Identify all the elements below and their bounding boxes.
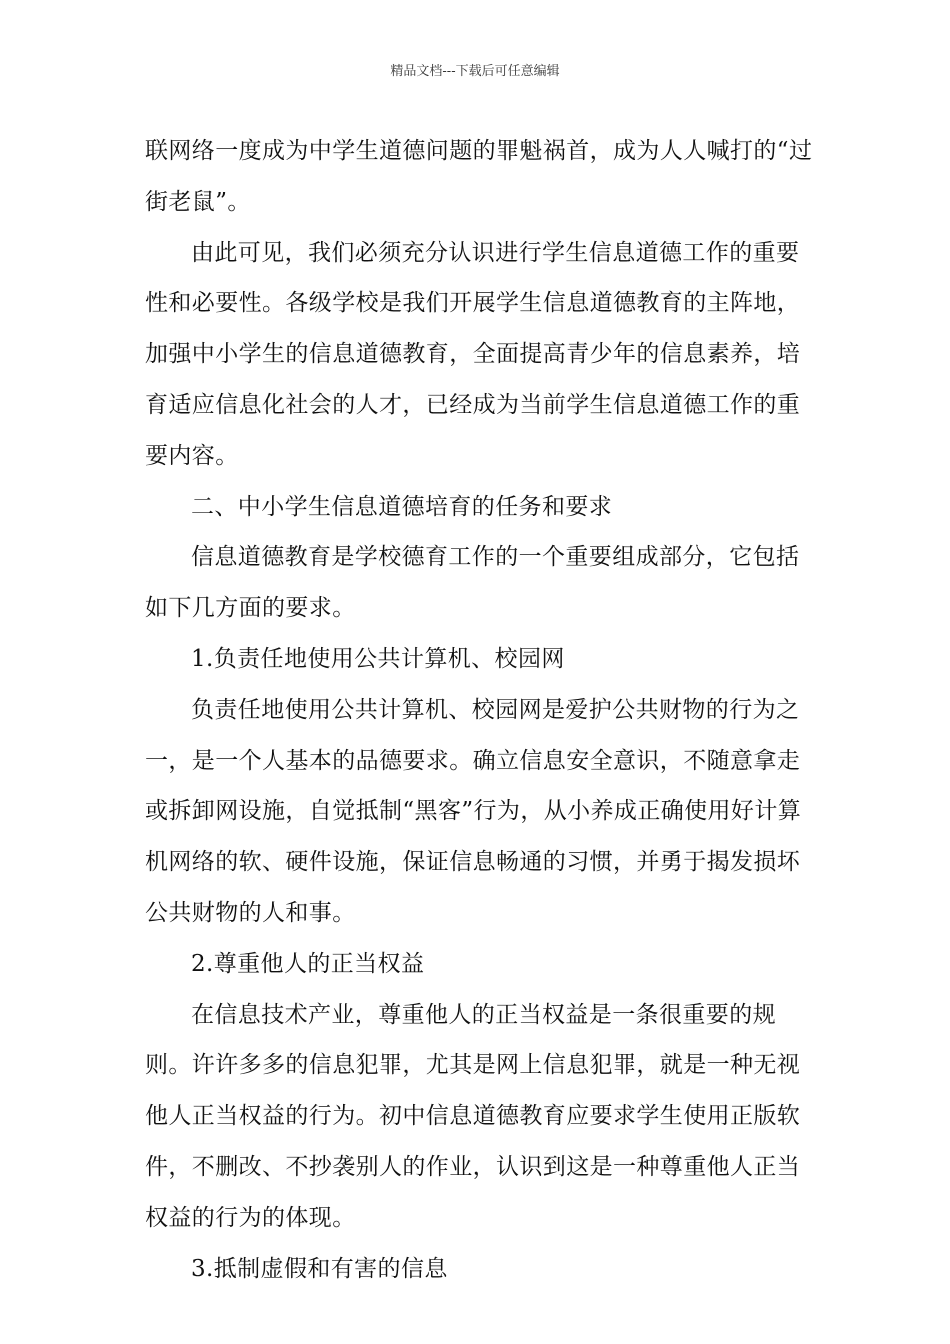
page-header: 精品文档---下载后可任意编辑 [390,64,560,79]
paragraph: 在信息技术产业，尊重他人的正当权益是一条很重要的规则。许许多多的信息犯罪，尤其是网上信息犯罪，就是一种无视他人正当权益的行为。初中信息道德教育应要求学生使用正版软件，不删改、不抄袭别人的作业，认识到这是一种尊重他人正当权益的行为的体现。 [145,1001,801,1231]
subsection-heading: 1.负责任地使用公共计算机、校园网 [191,645,565,672]
paragraph: 由此可见，我们必须充分认识进行学生信息道德工作的重要性和必要性。各级学校是我们开展学生信息道德教育的主阵地，加强中小学生的信息道德教育，全面提高青少年的信息素养，培育适应信息化社会的人才，已经成为当前学生信息道德工作的重要内容。 [145,239,801,469]
document-body [145,126,815,1294]
subsection-heading: 3.抵制虚假和有害的信息 [191,1255,448,1282]
subsection-heading: 2.尊重他人的正当权益 [191,950,425,977]
paragraph: 信息道德教育是学校德育工作的一个重要组成部分，它包括如下几方面的要求。 [145,544,800,622]
section-heading: 二、中小学生信息道德培育的任务和要求 [191,493,613,520]
paragraph: 负责任地使用公共计算机、校园网是爱护公共财物的行为之一，是一个人基本的品德要求。确立信息安全意识，不随意拿走或拆卸网设施，自觉抵制“黑客”行为，从小养成正确使用好计算机网络的软、硬件设施，保证信息畅通的习惯，并勇于揭发损坏公共财物的人和事。 [145,696,802,926]
paragraph-continuation: 联网络一度成为中学生道德问题的罪魁祸首，成为人人喊打的“过街老鼠”。 [145,138,813,215]
